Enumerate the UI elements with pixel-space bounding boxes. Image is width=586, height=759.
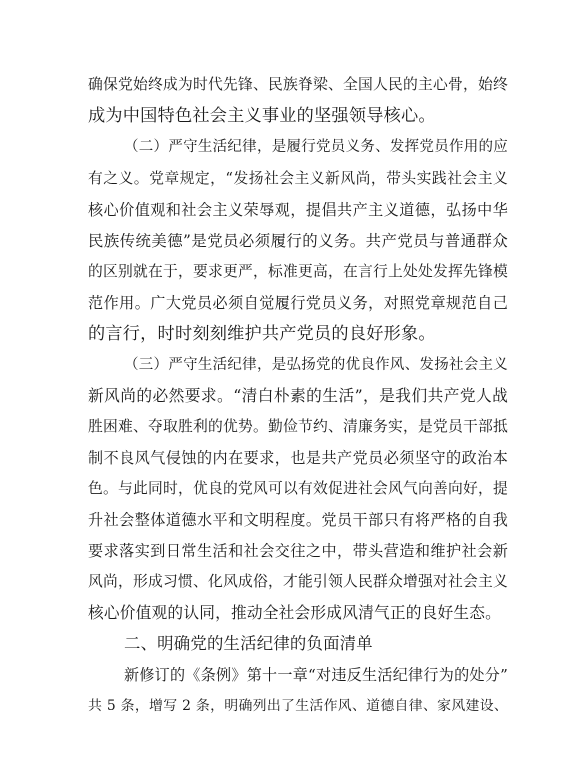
- paragraph-3-line-5: 色。与此同时，优良的党风可以有效促进社会风气向善向好，提: [88, 480, 508, 497]
- paragraph-2-line-7: 的言行，时时刻刻维护共产党员的良好形象。: [88, 324, 436, 344]
- paragraph-2-line-3: 核心价值观和社会主义荣辱观，提倡共产主义道德，弘扬中华: [88, 201, 508, 219]
- paragraph-3-line-4: 制不良风气侵蚀的内在要求，也是共产党员必须坚守的政治本: [88, 449, 508, 467]
- paragraph-2-line-2: 有之义。党章规定，“发扬社会主义新风尚，带头实践社会主义: [88, 170, 508, 187]
- paragraph-2-line-1: （二）严守生活纪律，是履行党员义务、发挥党员作用的应: [124, 139, 508, 155]
- paragraph-3-line-3: 胜困难、夺取胜利的优势。勤俭节约、清廉务实，是党员干部抵: [88, 418, 508, 435]
- paragraph-1-line-2: 成为中国特色社会主义事业的坚强领导核心。: [88, 106, 436, 126]
- paragraph-1-line-1: 确保党始终成为时代先锋、民族脊梁、全国人民的主心骨，始终: [88, 76, 508, 93]
- section-heading: 二、明确党的生活纪律的负面清单: [124, 634, 373, 653]
- paragraph-2-line-5: 的区别就在于，要求更严，标准更高，在言行上处处发挥先锋模: [88, 263, 508, 280]
- paragraph-3-line-9: 核心价值观的认同，推动全社会形成风清气正的良好生态。: [88, 603, 502, 622]
- paragraph-3-line-1: （三）严守生活纪律，是弘扬党的优良作风、发扬社会主义: [124, 357, 508, 373]
- paragraph-3-line-7: 要求落实到日常生活和社会交往之中，带头营造和维护社会新: [88, 542, 508, 560]
- paragraph-3-line-6: 升社会整体道德水平和文明程度。党员干部只有将严格的自我: [88, 511, 508, 529]
- paragraph-4-line-2: 共 5 条，增写 2 条，明确列出了生活作风、道德自律、家风建设、: [88, 698, 508, 714]
- paragraph-3-line-2: 新风尚的必然要求。“清白朴素的生活”，是我们共产党人战: [88, 386, 508, 405]
- paragraph-2-line-6: 范作用。广大党员必须自觉履行党员义务，对照党章规范自己: [88, 294, 508, 312]
- paragraph-4-line-1: 新修订的《条例》第十一章“对违反生活纪律行为的处分”: [124, 666, 508, 684]
- paragraph-3-line-8: 风尚，形成习惯、化风成俗，才能引领人民群众增强对社会主义: [88, 573, 508, 590]
- paragraph-2-line-4: 民族传统美德”是党员必须履行的义务。共产党员与普通群众: [88, 232, 508, 250]
